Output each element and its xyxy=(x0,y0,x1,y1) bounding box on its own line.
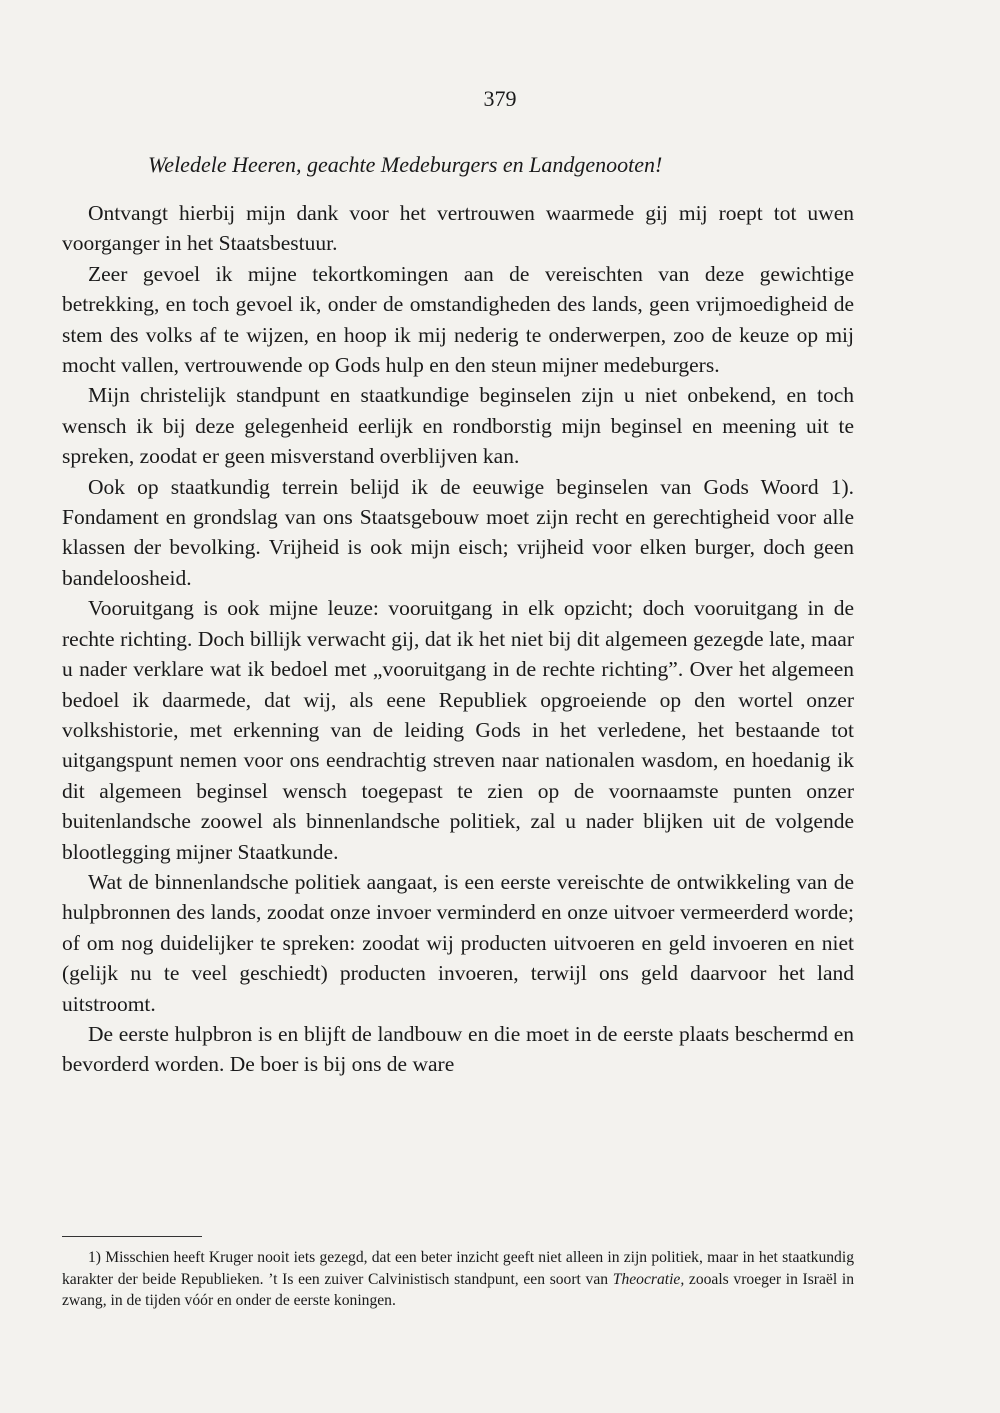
paragraph: Mijn christelijk standpunt en staatkundige beginselen zijn u niet onbekend, en toch wensch ik bij deze gelegenheid eerlijk en rondborstig mijn beginsel en meening uit te spreken, zoodat er geen misverstand overblijven kan. xyxy=(62,383,854,469)
paragraph: Ook op staatkundig terrein belijd ik de eeuwige beginselen van Gods Woord 1). Fondament en grondslag van ons Staatsgebouw moet zijn recht en gerechtigheid voor alle klassen der bevolking. Vrijheid is ook mijn eisch; vrijheid voor elken burger, doch geen bandeloosheid. xyxy=(62,474,854,590)
footnote xyxy=(62,1247,854,1312)
paragraph: Vooruitgang is ook mijne leuze: vooruitgang in elk opzicht; doch vooruitgang in de rechte richting. Doch billijk verwacht gij, dat ik het niet bij dit algemeen gezegde late, maar u nader verklare wat ik bedoel met „vooruitgang in de rechte richting”. Over het algemeen bedoel ik daarmede, dat wij, als eene Republiek opgroeiende op den wortel onzer volkshistorie, met erkenning van de leiding Gods in het verledene, het bestaande tot uitgangspunt nemen voor ons eendrachtig streven naar nationalen wasdom, en hoedanig ik dit algemeen beginsel wensch toegepast te zien op de voornaamste punten onzer buitenlandsche zoowel als binnenlandsche politiek, zal u nader blijken uit de volgende blootlegging mijner Staatkunde. xyxy=(62,596,854,864)
page-number: 379 xyxy=(483,86,517,111)
salutation: Weledele Heeren, geachte Medeburgers en Landgenooten! xyxy=(148,152,663,177)
paragraph: Zeer gevoel ik mijne tekortkomingen aan de vereischten van deze gewichtige betrekking, en toch gevoel ik, onder de omstandigheden des lands, geen vrijmoedigheid de stem des volks af te wijzen, en hoop ik mij nederig te onderwerpen, zoo de keuze op mij mocht vallen, vertrouwende op Gods hulp en den steun mijner medeburgers. xyxy=(62,261,854,378)
paragraph: De eerste hulpbron is en blijft de landbouw en die moet in de eerste plaats beschermd en bevorderd worden. De boer is bij ons de ware xyxy=(62,1021,854,1077)
body-text xyxy=(62,198,854,1080)
paragraph: Wat de binnenlandsche politiek aangaat, is een eerste vereischte de ontwikkeling van de hulpbronnen des lands, zoodat onze invoer verminderd en onze uitvoer vermeerderd worde; of om nog duidelijker te spreken: zoodat wij producten uitvoeren en geld invoeren en niet (gelijk nu te veel geschiedt) producten invoeren, terwijl ons geld daarvoor het land uitstroomt. xyxy=(62,869,854,1016)
footnote-italic: Theocratie, xyxy=(612,1270,685,1288)
paragraph: Ontvangt hierbij mijn dank voor het vertrouwen waarmede gij mij roept tot uwen voorganger in het Staatsbestuur. xyxy=(62,201,854,256)
footnote-text: 1) Misschien heeft Kruger nooit iets gezegd, dat een beter inzicht geeft niet alleen in zijn politiek, maar in het staatkundig karakter der beide Republieken. ’t Is een zuiver Calvinistisch standpunt, een soort van xyxy=(62,1249,854,1288)
footnote-separator xyxy=(62,1236,202,1237)
footnote-text-end: zooals vroeger in Israël in zwang, in de tijden vóór en onder de eerste koningen. xyxy=(62,1270,854,1309)
